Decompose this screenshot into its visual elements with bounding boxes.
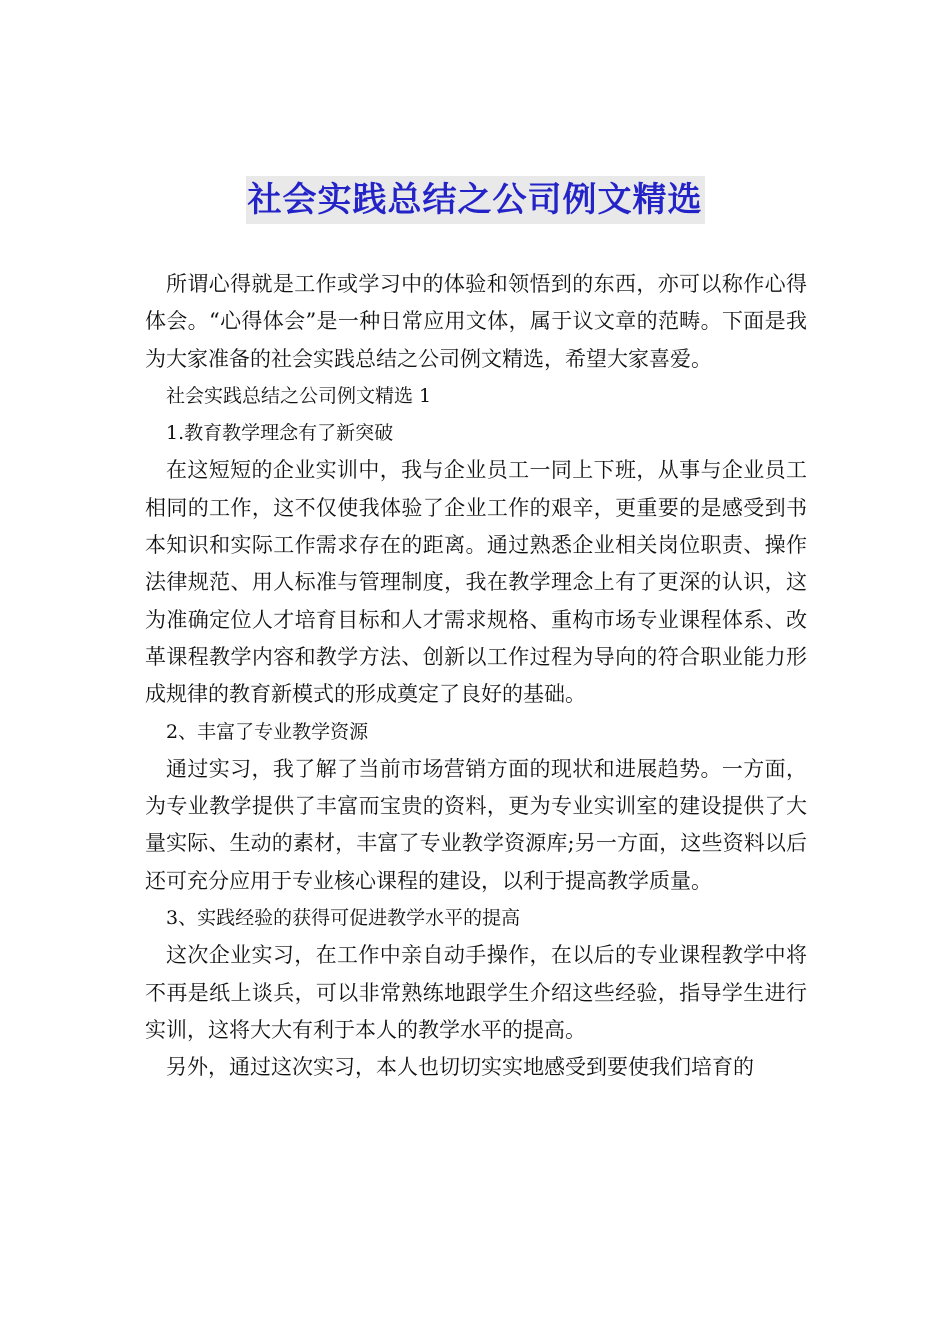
body-paragraph-1: 在这短短的企业实训中，我与企业员工一同上下班，从事与企业员工相同的工作，这不仅使我体验了企业工作的艰辛，更重要的是感受到书本知识和实际工作需求存在的距离。通过熟悉企业相关岗位职责、操作法律规范、用人标准与管理制度，我在教学理念上有了更深的认识，这为准确定位人才培育目标和人才需求规格、重构市场专业课程体系、改革课程教学内容和教学方法、创新以工作过程为导向的符合职业能力形成规律的教育新模式的形成奠定了良好的基础。 bbox=[145, 458, 807, 707]
section-heading-1: 1.教育教学理念有了新突破 bbox=[166, 422, 394, 445]
title-wrap bbox=[0, 176, 950, 224]
body-paragraph-4: 另外，通过这次实习，本人也切切实实地感受到要使我们培育的 bbox=[166, 1055, 754, 1080]
document-body bbox=[145, 266, 807, 1087]
body-paragraph-2: 通过实习，我了解了当前市场营销方面的现状和进展趋势。一方面，为专业教学提供了丰富而宝贵的资料，更为专业实训室的建设提供了大量实际、生动的素材，丰富了专业教学资源库;另一方面，这些资料以后还可充分应用于专业核心课程的建设，以利于提高教学质量。 bbox=[145, 756, 807, 893]
document-title: 社会实践总结之公司例文精选 bbox=[246, 176, 705, 224]
section-heading-article: 社会实践总结之公司例文精选 1 bbox=[166, 384, 432, 407]
intro-paragraph: 所谓心得就是工作或学习中的体验和领悟到的东西，亦可以称作心得体会。“心得体会”是一种日常应用文体，属于议文章的范畴。下面是我为大家准备的社会实践总结之公司例文精选，希望大家喜爱。 bbox=[145, 272, 807, 371]
section-heading-3: 3、实践经验的获得可促进教学水平的提高 bbox=[166, 907, 521, 930]
body-paragraph-3: 这次企业实习，在工作中亲自动手操作，在以后的专业课程教学中将不再是纸上谈兵，可以非常熟练地跟学生介绍这些经验，指导学生进行实训，这将大大有利于本人的教学水平的提高。 bbox=[145, 943, 807, 1042]
section-heading-2: 2、丰富了专业教学资源 bbox=[166, 720, 369, 743]
